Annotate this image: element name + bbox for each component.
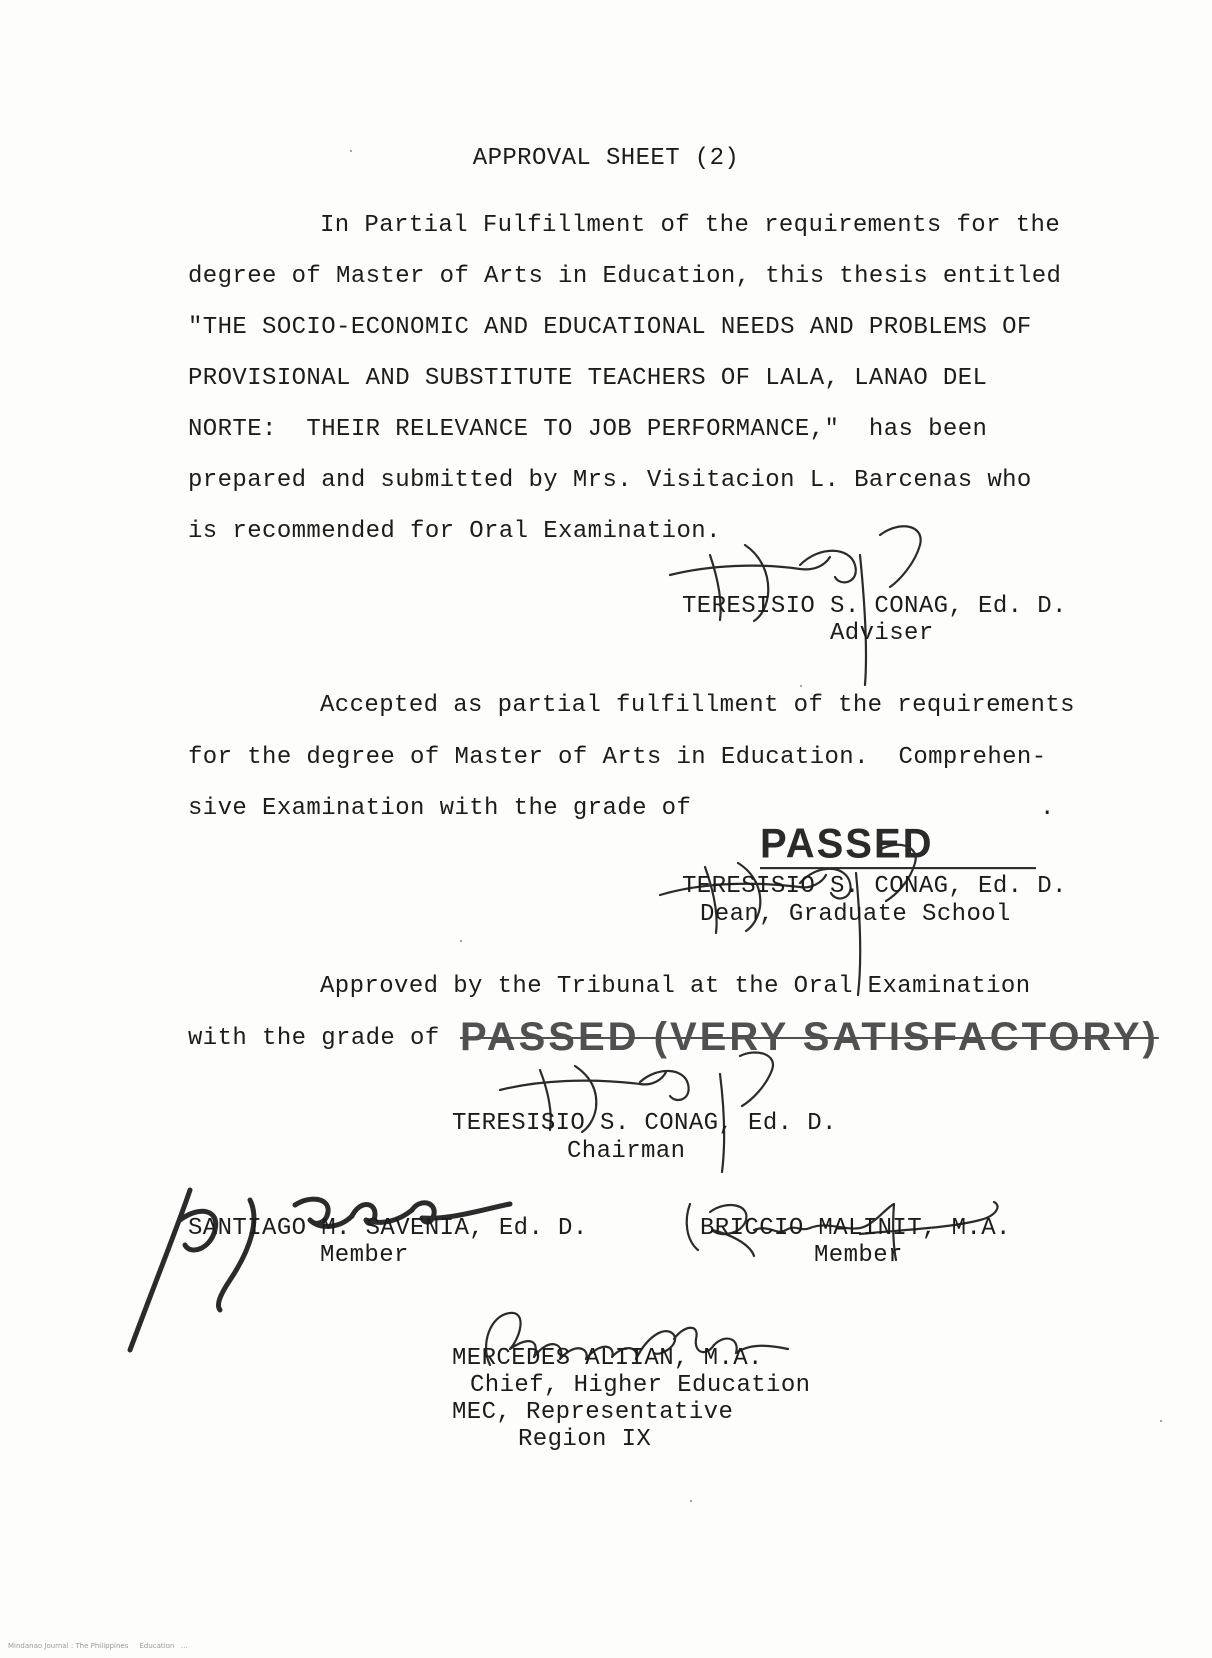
paragraph1-line: degree of Master of Arts in Education, this thesis entitled bbox=[188, 263, 1062, 290]
representative-title-line2: MEC, Representative bbox=[452, 1399, 734, 1426]
representative-title-line3: Region IX bbox=[518, 1426, 652, 1453]
grade-end-mark: . bbox=[1040, 795, 1055, 822]
scan-footer: Mindanao Journal : The Philippines Education ... bbox=[8, 1642, 188, 1650]
member-left-role: Member bbox=[320, 1242, 409, 1269]
scan-speck bbox=[690, 1500, 692, 1502]
paragraph2-line: Accepted as partial fulfillment of the requirements bbox=[320, 692, 1075, 719]
representative-title-line1: Chief, Higher Education bbox=[470, 1372, 811, 1399]
scan-speck bbox=[800, 685, 802, 687]
scan-speck bbox=[350, 150, 352, 152]
scan-speck bbox=[460, 940, 462, 942]
oral-grade: PASSED (VERY SATISFACTORY) bbox=[460, 1015, 1159, 1059]
paragraph1-line: NORTE: THEIR RELEVANCE TO JOB PERFORMANCE," has been bbox=[188, 416, 988, 443]
member-right-role: Member bbox=[814, 1242, 903, 1269]
paragraph1-line: is recommended for Oral Examination. bbox=[188, 518, 721, 545]
member-left-name: SANTIAGO M. SAVENIA, Ed. D. bbox=[188, 1215, 588, 1242]
member-right-name: BRICCIO MALINIT, M.A. bbox=[700, 1215, 1011, 1242]
paragraph1-line: "THE SOCIO-ECONOMIC AND EDUCATIONAL NEEDS AND PROBLEMS OF bbox=[188, 314, 1032, 341]
paragraph1-line: PROVISIONAL AND SUBSTITUTE TEACHERS OF LALA, LANAO DEL bbox=[188, 365, 988, 392]
adviser-name: TERESISIO S. CONAG, Ed. D. bbox=[682, 593, 1067, 620]
adviser-role: Adviser bbox=[830, 620, 934, 647]
paragraph3-line: Approved by the Tribunal at the Oral Examination bbox=[320, 973, 1031, 1000]
chairman-name: TERESISIO S. CONAG, Ed. D. bbox=[452, 1110, 837, 1137]
chairman-role: Chairman bbox=[567, 1138, 686, 1165]
paragraph2-line: sive Examination with the grade of bbox=[188, 795, 692, 822]
paragraph1-line: In Partial Fulfillment of the requirements for the bbox=[320, 212, 1061, 239]
comprehensive-grade: PASSED bbox=[760, 821, 1036, 869]
scan-speck bbox=[1160, 1420, 1162, 1422]
paragraph3-line: with the grade of bbox=[188, 1025, 440, 1052]
paragraph2-line: for the degree of Master of Arts in Education. Comprehen- bbox=[188, 744, 1047, 771]
dean-role: Dean, Graduate School bbox=[700, 901, 1011, 928]
dean-name: TERESISIO S. CONAG, Ed. D. bbox=[682, 873, 1067, 900]
paragraph1-line: prepared and submitted by Mrs. Visitacion L. Barcenas who bbox=[188, 467, 1032, 494]
representative-name: MERCEDES ALIIAN, M.A. bbox=[452, 1345, 763, 1372]
page-title: APPROVAL SHEET (2) bbox=[472, 145, 740, 172]
